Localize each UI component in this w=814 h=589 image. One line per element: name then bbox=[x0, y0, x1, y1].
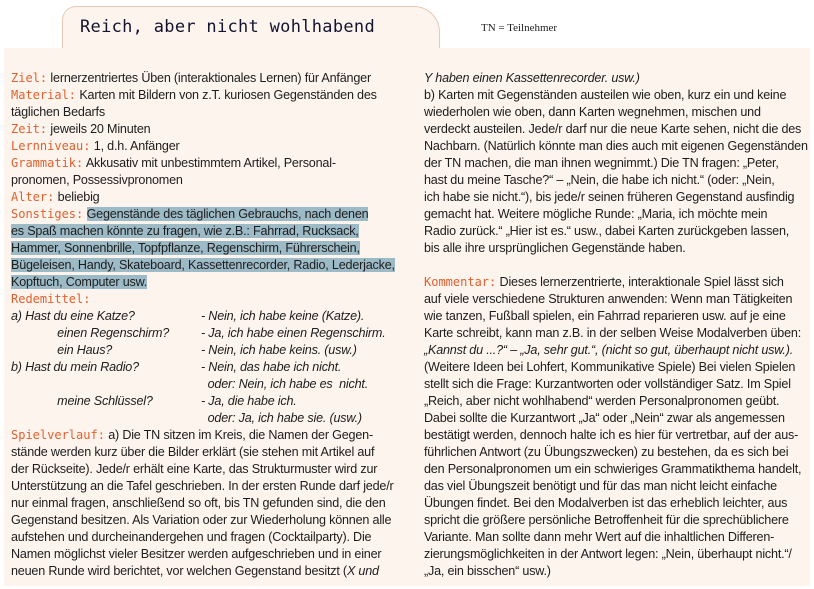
zeit-label: Zeit: bbox=[11, 122, 48, 136]
kommentar-line: wie tanzen, Fußball spielen, ein Fahrrad reparieren usw. auf je eine bbox=[424, 309, 786, 323]
sonstiges-highlight: Gegenstände des täglichen Gebrauchs, nach denen bbox=[86, 207, 369, 221]
material-label: Material: bbox=[11, 88, 77, 102]
sonstiges-row bbox=[11, 206, 403, 223]
material-text: Karten mit Bildern von z.T. kuriosen Gegenständen des bbox=[76, 88, 377, 102]
zeit-row bbox=[11, 121, 403, 138]
ziel-row bbox=[11, 70, 403, 87]
spielverlauf-line: aufstehen und durcheinandergehen und fragen (Cocktailparty). Die bbox=[11, 530, 372, 544]
redemittel-label: Redemittel: bbox=[11, 292, 91, 306]
redemittel-question bbox=[11, 376, 201, 393]
redemittel-answer: - Ja, ich habe einen Regenschirm. bbox=[201, 326, 386, 340]
redemittel-answer: - Ja, die habe ich. bbox=[201, 394, 297, 408]
sonstiges-label: Sonstiges: bbox=[11, 207, 84, 221]
spielverlauf-last-italic: X und bbox=[346, 564, 379, 578]
spielverlauf-line: Unterstützung an die Tafel geschrieben. In der ersten Runde darf jede/r bbox=[11, 479, 394, 493]
abbreviation-note: TN = Teilnehmer bbox=[481, 22, 558, 34]
grammatik-text: Akkusativ mit unbestimmtem Artikel, Personal- bbox=[83, 156, 336, 170]
kommentar-line: „Reich, aber nicht wohlhabend“ werden Personalpronomen geübt. bbox=[424, 394, 780, 408]
kommentar-line: Variante. Man sollte dann mehr Wert auf die inhaltlichen Differen- bbox=[424, 530, 775, 544]
redemittel-question: einen Regenschirm? bbox=[11, 326, 170, 340]
kommentar-line: Karte schreibt, kann man z.B. in der selben Weise Modalverben üben: bbox=[424, 326, 801, 340]
right-line: b) Karten mit Gegenständen austeilen wie oben, kurz ein und keine bbox=[424, 88, 787, 102]
page-title: Reich, aber nicht wohlhabend bbox=[80, 17, 375, 37]
redemittel-question: a) Hast du eine Katze? bbox=[11, 309, 135, 323]
spielverlauf-line: nur einmal fragen, anschließend so oft, bis TN gefunden sind, die den bbox=[11, 496, 386, 510]
lernniveau-text: 1, d.h. Anfänger bbox=[90, 139, 180, 153]
ziel-label: Ziel: bbox=[11, 71, 48, 85]
kommentar-line: (Weitere Ideen bei Lohfert, Kommunikative Spiele) Bei vielen Spielen bbox=[424, 360, 796, 374]
redemittel-answer: oder: Nein, ich habe es nicht. bbox=[201, 377, 369, 391]
redemittel-item bbox=[11, 359, 403, 376]
right-line: hast du meine Tasche?“ – „Nein, die habe ich nicht.“ (oder: „Nein, bbox=[424, 173, 775, 187]
right-line: Y haben einen Kassettenrecorder. usw.) bbox=[424, 71, 640, 85]
spielverlauf-line: stände werden kurz über die Bilder erklärt (sie stehen mit Artikel auf bbox=[11, 445, 375, 459]
sonstiges-row bbox=[11, 274, 403, 291]
spielverlauf-line: der Rückseite). Jede/r erhält eine Karte, das Strukturmuster wird zur bbox=[11, 462, 378, 476]
redemittel-item bbox=[11, 376, 403, 393]
redemittel-answer: oder: Ja, ich habe sie. (usw.) bbox=[201, 411, 362, 425]
ziel-text: lernerzentriertes Üben (interaktionales Lernen) für Anfänger bbox=[47, 71, 371, 85]
lernniveau-row bbox=[11, 138, 403, 155]
material-row bbox=[11, 87, 403, 104]
kommentar-line: stellt sich die Frage: Kurzantworten oder vollständiger Satz. Im Spiel bbox=[424, 377, 791, 391]
redemittel-question bbox=[11, 410, 201, 427]
right-line: wiederholen wie oben, dann Karten wegnehmen, mischen und bbox=[424, 105, 761, 119]
kommentar-line: führlichen Antwort (zu Übungszwecken) zu bestehen, da es sich bei bbox=[424, 445, 789, 459]
right-line: gemacht hat. Weitere mögliche Runde: „Maria, ich möchte mein bbox=[424, 207, 768, 221]
sonstiges-row bbox=[11, 223, 403, 240]
kommentar-line: „Ja, ein bisschen“ usw.) bbox=[424, 564, 551, 578]
lernniveau-label: Lernniveau: bbox=[11, 139, 91, 153]
right-line: verdeckt austeilen. Jede/r darf nur die neue Karte sehen, nicht die des bbox=[424, 122, 802, 136]
spielverlauf-row bbox=[11, 427, 403, 444]
kommentar-text: Dieses lernerzentrierte, interaktionale Spiel lässt sich bbox=[496, 275, 784, 289]
zeit-text: jeweils 20 Minuten bbox=[47, 122, 151, 136]
right-line: der TN machen, die man ihnen wegnimmt.) Die TN fragen: „Peter, bbox=[424, 156, 779, 170]
right-line: ich habe sie nicht.“), bis jede/r seinen früheren Gegenstand ausfindig bbox=[424, 190, 795, 204]
kommentar-line: das viel Übungszeit benötigt und für das man nicht leicht einfache bbox=[424, 479, 777, 493]
redemittel-answer: - Nein, das habe ich nicht. bbox=[201, 360, 342, 374]
redemittel-question: b) Hast du mein Radio? bbox=[11, 360, 139, 374]
kommentar-line: den Personalpronomen um ein schwieriges Grammatikthema handelt, bbox=[424, 462, 802, 476]
redemittel-question: ein Haus? bbox=[11, 343, 113, 357]
left-column bbox=[11, 70, 403, 580]
kommentar-line: bestätigt werden, dennoch halte ich es hier für vertretbar, auf der aus- bbox=[424, 428, 799, 442]
kommentar-label: Kommentar: bbox=[424, 275, 497, 289]
sonstiges-highlight: Kopftuch, Computer usw. bbox=[11, 275, 148, 289]
redemittel-answer: - Nein, ich habe keine (Katze). bbox=[201, 309, 365, 323]
spielverlauf-text: a) Die TN sitzen im Kreis, die Namen der Gegen- bbox=[104, 428, 373, 442]
kommentar-line: „Kannst du ...?“ – „Ja, sehr gut.“, (nicht so gut, überhaupt nicht usw.). bbox=[424, 343, 794, 357]
redemittel-item bbox=[11, 342, 403, 359]
right-line: bis alle ihre ursprünglichen Gegenstände haben. bbox=[424, 241, 686, 255]
spielverlauf-label: Spielverlauf: bbox=[11, 428, 105, 442]
redemittel-item bbox=[11, 410, 403, 427]
redemittel-item bbox=[11, 393, 403, 410]
kommentar-line: Dabei sollte die Kurzantwort „Ja“ oder „Nein“ zwar als angemessen bbox=[424, 411, 785, 425]
redemittel-answer: - Nein, ich habe keins. (usw.) bbox=[201, 343, 357, 357]
kommentar-row bbox=[424, 274, 804, 291]
spacer bbox=[424, 257, 804, 274]
sonstiges-highlight: es Spaß machen könnte zu fragen, wie z.B.: Fahrrad, Rucksack, bbox=[11, 224, 359, 238]
redemittel-question: meine Schlüssel? bbox=[11, 394, 153, 408]
material-row-2: täglichen Bedarfs bbox=[11, 105, 105, 119]
right-column bbox=[424, 70, 808, 580]
kommentar-line: spricht die größere persönliche Betroffenheit für die sprechüblichere bbox=[424, 513, 789, 527]
redemittel-row bbox=[11, 291, 403, 308]
sonstiges-highlight: Hammer, Sonnenbrille, Topfpflanze, Regenschirm, Führerschein, bbox=[11, 241, 360, 255]
right-line: Radio zurück.“ „Hier ist es.“ usw., dabei Karten zurückgeben lassen, bbox=[424, 224, 790, 238]
grammatik-row bbox=[11, 155, 403, 172]
sonstiges-highlight: Bügeleisen, Handy, Skateboard, Kassettenrecorder, Radio, Lederjacke, bbox=[11, 258, 395, 272]
spielverlauf-line bbox=[11, 563, 403, 580]
redemittel-item bbox=[11, 325, 403, 342]
sonstiges-row bbox=[11, 240, 403, 257]
spielverlauf-last: neuen Runde wird berichtet, vor welchen Gegenstand besitzt ( bbox=[11, 564, 347, 578]
grammatik-label: Grammatik: bbox=[11, 156, 84, 170]
redemittel-item bbox=[11, 308, 403, 325]
alter-label: Alter: bbox=[11, 190, 55, 204]
spielverlauf-line: Gegenstand besitzen. Als Variation oder zur Wiederholung können alle bbox=[11, 513, 392, 527]
spielverlauf-line: Namen möglichst vieler Besitzer werden aufgeschrieben und in einer bbox=[11, 547, 382, 561]
sonstiges-row bbox=[11, 257, 403, 274]
kommentar-line: zierungsmöglichkeiten in der Antwort legen: „Nein, überhaupt nicht.“/ bbox=[424, 547, 792, 561]
alter-row bbox=[11, 189, 403, 206]
right-line: Nachbarn. (Natürlich könnte man dies auch mit eigenen Gegenständen bbox=[424, 139, 808, 153]
kommentar-line: Übungen findet. Bei den Modalverben ist das erheblich leichter, aus bbox=[424, 496, 788, 510]
grammatik-row-2: pronomen, Possessivpronomen bbox=[11, 173, 183, 187]
alter-text: beliebig bbox=[54, 190, 100, 204]
kommentar-line: auf viele verschiedene Strukturen anwenden: Wenn man Tätigkeiten bbox=[424, 292, 793, 306]
